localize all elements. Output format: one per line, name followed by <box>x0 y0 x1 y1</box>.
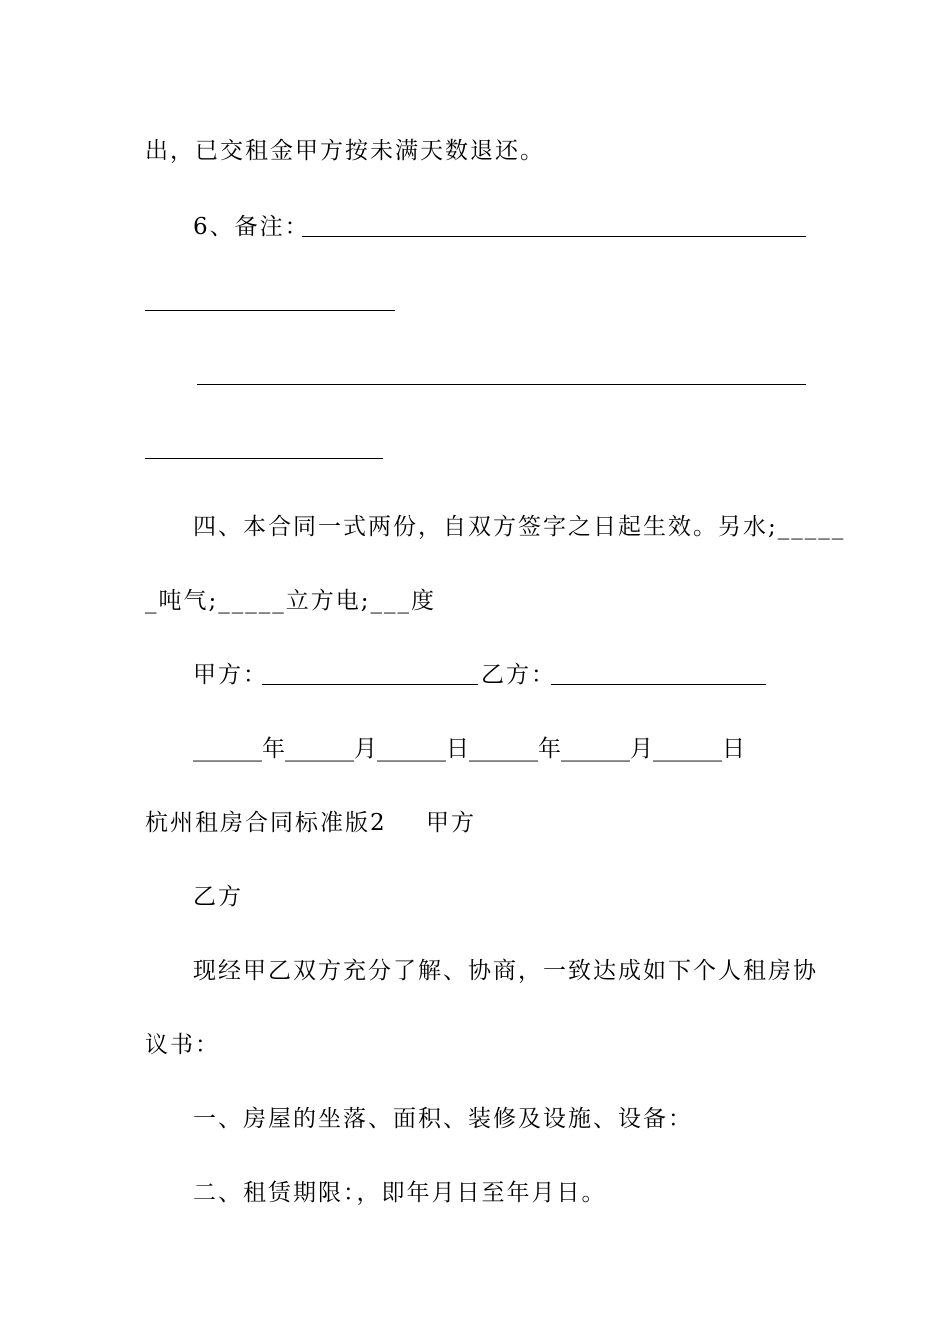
party-b-signature-blank <box>551 684 766 685</box>
party-a-signature-blank <box>262 684 478 685</box>
paragraph-line: 四、本合同一式两份，自双方签字之日起生效。另水;_____ <box>193 514 846 540</box>
remarks-blank-line <box>145 310 395 311</box>
paragraph-line: _吨气;_____立方电;___度 <box>145 588 436 614</box>
section-title: 杭州租房合同标准版2 <box>145 810 387 836</box>
party-b-signature-label: 乙方： <box>481 662 556 688</box>
remarks-blank-line <box>197 384 806 385</box>
paragraph-line: 现经甲乙双方充分了解、协商，一致达成如下个人租房协 <box>193 958 818 984</box>
remarks-blank-line <box>145 458 383 459</box>
paragraph-line: 出，已交租金甲方按未满天数退还。 <box>145 138 545 164</box>
clause-line: 二、租赁期限：，即年月日至年月日。 <box>193 1180 607 1206</box>
party-a-heading: 甲方 <box>426 810 476 836</box>
clause-line: 一、房屋的坐落、面积、装修及设施、设备： <box>193 1106 693 1132</box>
signature-date-line: ______年______月______日______年______月______日 <box>193 736 745 762</box>
paragraph-line: 议书： <box>145 1032 220 1058</box>
remarks-blank-line <box>302 236 806 237</box>
party-a-signature-label: 甲方： <box>193 662 268 688</box>
remarks-label: 6、备注： <box>193 214 310 240</box>
party-b-heading: 乙方 <box>193 884 243 910</box>
